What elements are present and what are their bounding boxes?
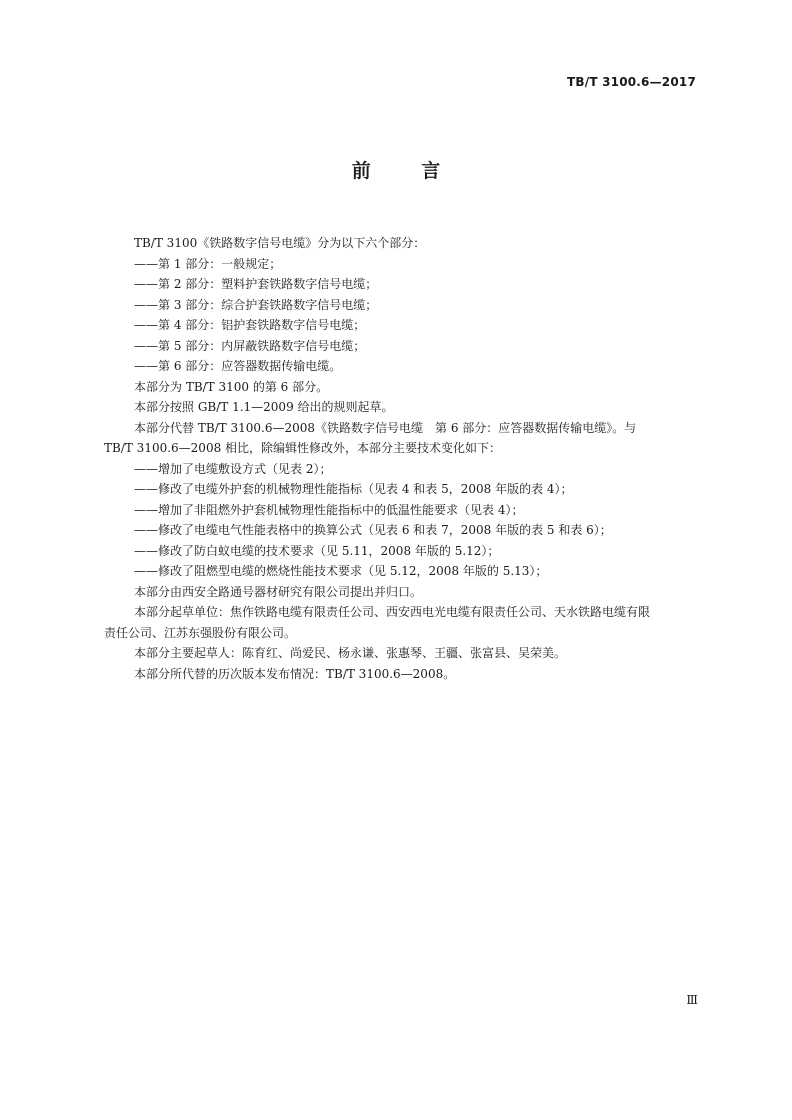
change-list-item: ——增加了电缆敷设方式（见表 2）； [134, 461, 332, 476]
paragraph-line: 本部分按照 GB/T 1.1—2009 给出的规则起草。 [134, 400, 394, 414]
change-list-item: ——修改了电缆电气性能表格中的换算公式（见表 6 和表 7，2008 年版的表 5 和表 6）； [134, 523, 612, 537]
part-list-item: ——第 2 部分：塑料护套铁路数字信号电缆； [134, 277, 378, 291]
paragraph-line: 本部分所代替的历次版本发布情况：TB/T 3100.6—2008。 [134, 666, 456, 681]
foreword-body [104, 233, 704, 684]
paragraph-line: 本部分代替 TB/T 3100.6—2008《铁路数字信号电缆 第 6 部分：应答器数据传输电缆》。与 [134, 420, 637, 435]
change-list-item: ——增加了非阻燃外护套机械物理性能指标中的低温性能要求（见表 4）； [134, 502, 524, 517]
paragraph-line: 本部分由西安全路通号器材研究有限公司提出并归口。 [134, 584, 423, 599]
part-list-item: ——第 6 部分：应答器数据传输电缆。 [134, 359, 342, 373]
part-list-item: ——第 1 部分：一般规定； [134, 256, 282, 271]
change-list-item: ——修改了阻燃型电缆的燃烧性能技术要求（见 5.12，2008 年版的 5.13）； [134, 564, 548, 578]
paragraph-line: TB/T 3100.6—2008 相比，除编辑性修改外，本部分主要技术变化如下： [104, 441, 502, 455]
paragraph-line: 本部分起草单位：焦作铁路电缆有限责任公司、西安西电光电缆有限责任公司、天水铁路电缆有限 [134, 605, 651, 619]
change-list-item: ——修改了防白蚁电缆的技术要求（见 5.11，2008 年版的 5.12）； [134, 543, 500, 558]
part-list-item: ——第 4 部分：铝护套铁路数字信号电缆； [134, 318, 366, 332]
paragraph-line: 本部分为 TB/T 3100 的第 6 部分。 [134, 379, 329, 394]
part-list-item: ——第 3 部分：综合护套铁路数字信号电缆； [134, 297, 378, 312]
change-list-item: ——修改了电缆外护套的机械物理性能指标（见表 4 和表 5，2008 年版的表 4）； [134, 482, 573, 496]
page-title: 前 言 [351, 160, 463, 182]
paragraph-line: 本部分主要起草人：陈育红、尚爱民、杨永谦、张惠琴、王疆、张富县、吴荣美。 [134, 646, 567, 660]
intro-line: TB/T 3100《铁路数字信号电缆》分为以下六个部分： [134, 236, 426, 250]
standard-code: TB/T 3100.6—2017 [567, 75, 696, 89]
part-list-item: ——第 5 部分：内屏蔽铁路数字信号电缆； [134, 338, 366, 353]
paragraph-line: 责任公司、江苏东强股份有限公司。 [104, 625, 297, 640]
page-number: Ⅲ [686, 993, 698, 1007]
